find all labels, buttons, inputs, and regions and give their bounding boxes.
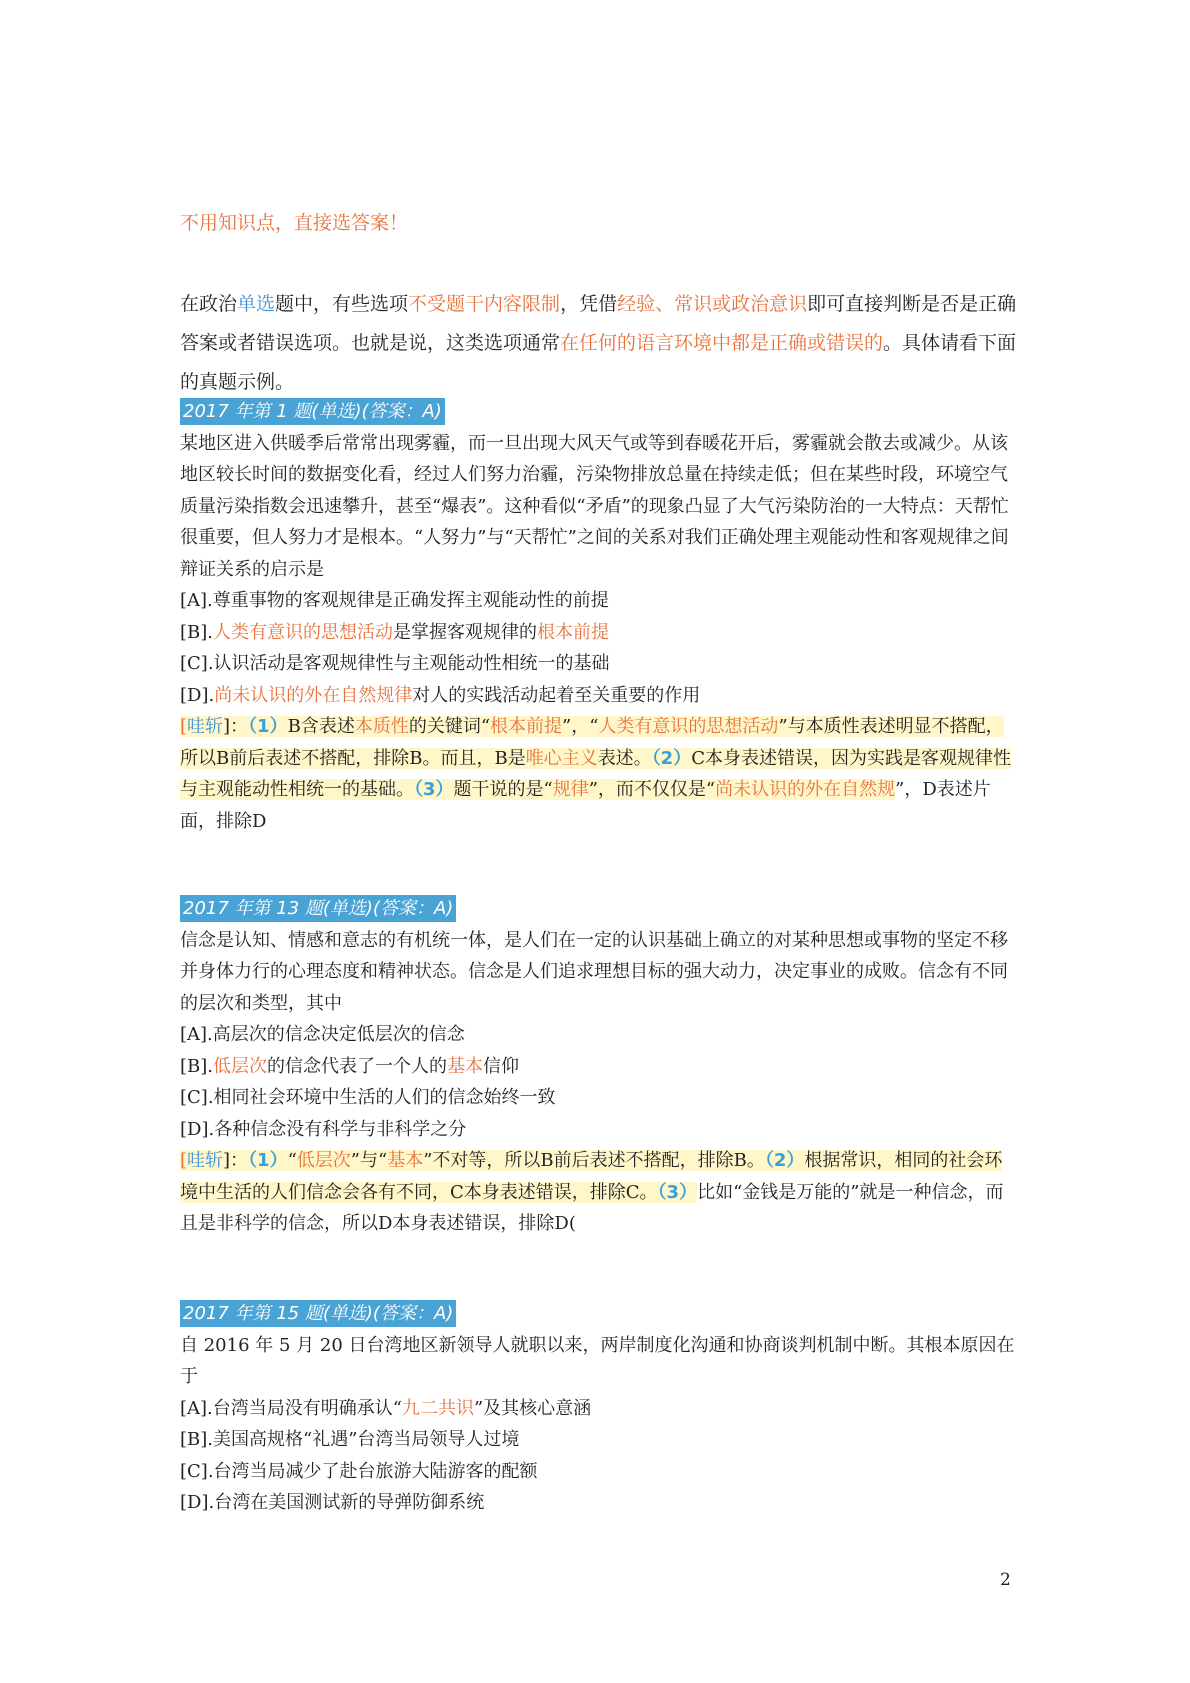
explanation-text: 题干说的是“ (453, 779, 553, 800)
option-d: [D].台湾在美国测试新的导弹防御系统 (180, 1492, 485, 1513)
point-number: （3） (414, 779, 454, 800)
bracket: ]： (223, 1150, 249, 1171)
option-b (180, 1051, 1020, 1083)
explanation-text: “ (287, 1150, 297, 1171)
option-text: ”及其核心意涵 (473, 1397, 592, 1419)
option-highlight: 低层次 (213, 1055, 267, 1077)
option-d: [D].各种信念没有科学与非科学之分 (180, 1118, 467, 1140)
point-number: （1） (248, 716, 288, 737)
explanation-highlight: 唯心主义 (525, 747, 598, 769)
page-number: 2 (1000, 1570, 1011, 1590)
point-number: （1） (248, 1150, 288, 1171)
explanation-text: 比如“金钱是万能的”就是一种信念，而且是非科学的信念，所以D本身表述错误，排除D( (180, 1181, 1004, 1234)
option-text: 对人的实践活动起着至关重要的作用 (412, 684, 701, 706)
explanation (180, 711, 1020, 837)
question-3 (180, 1298, 1020, 1519)
question-title: 2017 年第 15 题(单选)(答案：A) (180, 1300, 456, 1327)
explanation-text: ”，D表述片面，排除D (180, 779, 991, 832)
intro-text: ，凭借 (560, 293, 618, 315)
option-highlight: 尚未认识的外在自然规律 (214, 684, 413, 706)
explanation-tag: 哇斩 (187, 1150, 224, 1171)
intro-highlight: 在任何的语言环境中都是正确或错误的 (560, 332, 884, 354)
explanation-text: ”，而不仅仅是“ (588, 779, 716, 800)
intro-highlight: 单选 (237, 293, 276, 315)
explanation-text: 根据常识，相同的社会环境中生活的人们信念会各有不同，C本身表述错误，排除C。 (180, 1150, 1003, 1203)
intro-text: 。具体请看下面的真题示例。 (180, 332, 1017, 393)
question-1 (180, 396, 1020, 837)
option-highlight: 九二共识 (401, 1397, 474, 1419)
explanation-text: 表述。 (597, 747, 652, 769)
explanation-text: B含表述 (287, 716, 355, 737)
explanation-highlight: 本质性 (354, 716, 409, 737)
option-label: [B]. (180, 1055, 213, 1077)
point-number: （2） (764, 1150, 805, 1171)
bracket: [ (180, 716, 188, 737)
intro-text: 题中，有些选项 (275, 293, 409, 315)
explanation-text: ”不对等，所以B前后表述不搭配，排除B。 (423, 1150, 765, 1171)
option-highlight: 基本 (447, 1055, 483, 1077)
option-b (180, 617, 1020, 649)
explanation-text: C本身表述错误，因为实践是客观规律性与主观能动性相统一的基础。 (180, 747, 1011, 800)
bracket: [ (180, 1150, 188, 1171)
question-title: 2017 年第 1 题(单选)(答案：A) (180, 398, 445, 425)
question-stem: 信念是认知、情感和意志的有机统一体，是人们在一定的认识基础上确立的对某种思想或事物的坚定不移并身体力行的心理态度和精神状态。信念是人们追求理想目标的强大动力，决定事业的成败。信念有不同的层次和类型，其中 (180, 929, 1008, 1014)
option-text: 信仰 (483, 1055, 519, 1077)
intro-highlight: 不受题干内容限制 (408, 293, 561, 315)
explanation-highlight: 尚未认识的外在自然规 (715, 779, 896, 800)
option-b: [B].美国高规格“礼遇”台湾当局领导人过境 (180, 1429, 520, 1450)
option-c: [C].认识活动是客观规律性与主观能动性相统一的基础 (180, 653, 610, 674)
option-d (180, 680, 1020, 712)
explanation-text: 的关键词“ (408, 716, 491, 737)
option-a: [A].高层次的信念决定低层次的信念 (180, 1024, 465, 1045)
intro-highlight: 经验、常识或政治意识 (617, 293, 808, 315)
question-title: 2017 年第 13 题(单选)(答案：A) (180, 895, 456, 922)
option-highlight: 人类有意识的思想活动 (213, 621, 393, 643)
explanation-highlight: 人类有意识的思想活动 (598, 716, 779, 737)
explanation-tag: 哇斩 (187, 716, 224, 737)
option-c: [C].相同社会环境中生活的人们的信念始终一致 (180, 1087, 556, 1108)
point-number: （3） (657, 1181, 698, 1203)
question-stem: 自 2016 年 5 月 20 日台湾地区新领导人就职以来，两岸制度化沟通和协商谈判机制中断。其根本原因在于 (180, 1334, 1015, 1387)
option-text: [A].台湾当局没有明确承认“ (180, 1397, 402, 1419)
bracket: ]： (223, 716, 249, 737)
intro-text: 在政治 (180, 293, 238, 315)
option-a: [A].尊重事物的客观规律是正确发挥主观能动性的前提 (180, 590, 609, 611)
option-a (180, 1393, 1020, 1425)
explanation-text: ”，“ (562, 716, 599, 737)
point-number: （2） (651, 747, 692, 769)
explanation-text: ”与“ (350, 1150, 388, 1171)
question-2 (180, 893, 1020, 1240)
intro-text: 即可直接判断是否是正确答案或者错误选项。也就是说，这类选项通常 (180, 293, 1017, 354)
option-label: [D]. (180, 684, 215, 706)
intro-paragraph (180, 285, 1020, 402)
explanation-text: ”与本质性表述明显不搭配，所以B前后表述不搭配，排除B。而且，B是 (180, 716, 1004, 769)
explanation-highlight: 规律 (552, 779, 589, 800)
explanation (180, 1145, 1020, 1240)
option-label: [B]. (180, 621, 213, 643)
section-heading: 不用知识点，直接选答案！ (180, 212, 409, 234)
question-stem: 某地区进入供暖季后常常出现雾霾，而一旦出现大风天气或等到春暖花开后，雾霾就会散去或减少。从该地区较长时间的数据变化看，经过人们努力治霾，污染物排放总量在持续走低；但在某些时段，环境空气质量污染指数会迅速攀升，甚至“爆表”。这种看似“矛盾”的现象凸显了大气污染防治的一大特点：天帮忙很重要，但人努力才是根本。“人努力”与“天帮忙”之间的关系对我们正确处理主观能动性和客观规律之间辩证关系的启示是 (180, 432, 1009, 580)
option-text: 的信念代表了一个人的 (267, 1055, 447, 1077)
explanation-highlight: 根本前提 (490, 716, 563, 737)
option-text: 是掌握客观规律的 (393, 621, 537, 643)
option-c: [C].台湾当局减少了赴台旅游大陆游客的配额 (180, 1460, 538, 1482)
explanation-highlight: 基本 (387, 1150, 424, 1171)
option-highlight: 根本前提 (537, 621, 609, 643)
explanation-highlight: 低层次 (296, 1150, 351, 1171)
